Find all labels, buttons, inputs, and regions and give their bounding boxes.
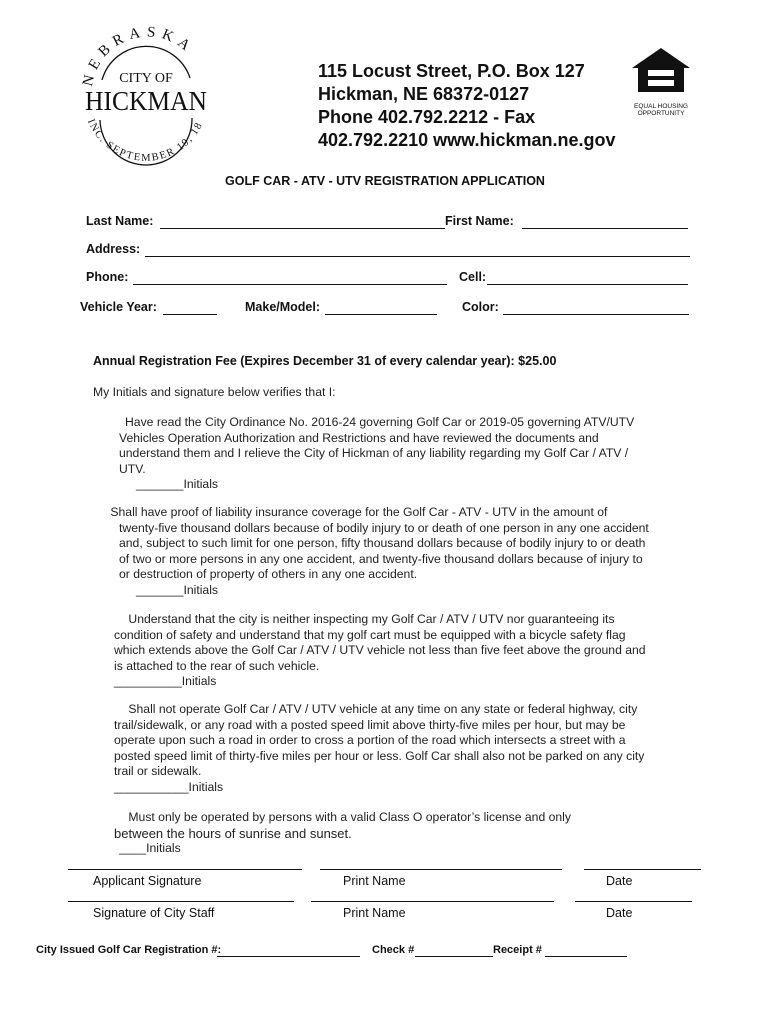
address-line-2: Hickman, NE 68372-0127 <box>318 84 530 104</box>
form-title: GOLF CAR - ATV - UTV REGISTRATION APPLICATION <box>225 174 545 188</box>
address-field[interactable] <box>145 256 690 257</box>
color-field[interactable] <box>503 314 689 315</box>
date-label-1: Date <box>606 874 633 888</box>
item-safety <box>114 612 646 690</box>
print-name-line-2[interactable] <box>311 901 554 902</box>
item-1-line-2: Vehicles Operation Authorization and Restrictions and have reviewed the documents and <box>119 430 599 445</box>
item-3-line-1: Understand that the city is neither inspecting my Golf Car / ATV / UTV nor guaranteeing its <box>125 612 615 626</box>
item-1-initials[interactable]: _______Initials <box>136 477 218 491</box>
item-3-initials[interactable]: __________Initials <box>114 674 217 688</box>
vehicle-year-label: Vehicle Year: <box>80 300 157 314</box>
receipt-number-field[interactable] <box>545 956 627 957</box>
applicant-signature-line[interactable] <box>68 869 302 870</box>
item-4-line-4: posted speed limit of thirty-five miles per hour or less. Golf Car shall also not be parked on any city <box>114 748 645 763</box>
item-5-line-2: between the hours of sunrise and sunset. <box>114 825 352 841</box>
eho-text-2: OPPORTUNITY <box>637 110 685 117</box>
seal-line2: HICKMAN <box>85 86 207 116</box>
seal-line1: CITY OF <box>119 71 173 86</box>
item-2-initials[interactable]: _______Initials <box>136 582 218 597</box>
item-5-initials[interactable]: ____Initials <box>119 841 181 855</box>
item-2-line-1: Shall have proof of liability insurance coverage for the Golf Car - ATV - UTV in the amount of <box>107 505 608 519</box>
print-name-line-1[interactable] <box>320 869 562 870</box>
receipt-number-label: Receipt # <box>493 944 542 956</box>
check-number-field[interactable] <box>415 956 493 957</box>
date-label-2: Date <box>606 906 633 920</box>
address-line-1: 115 Locust Street, P.O. Box 127 <box>318 61 585 81</box>
item-3-line-3: which extends above the Golf Car / ATV / UTV vehicle not less than five feet above the ground and <box>114 643 646 657</box>
first-name-label: First Name: <box>445 214 514 228</box>
item-insurance <box>96 505 649 598</box>
item-2-line-4: of two or more persons in any one accident, and twenty-five thousand dollars because of injury to <box>119 551 643 566</box>
print-name-label-1: Print Name <box>343 874 406 888</box>
item-4-line-3: operate upon such a road in order to cross a portion of the road which intersects a street with a <box>114 733 626 747</box>
applicant-signature-label: Applicant Signature <box>93 874 202 888</box>
print-name-label-2: Print Name <box>343 906 406 920</box>
vehicle-year-field[interactable] <box>163 314 217 315</box>
item-4-line-2: trail/sidewalk, or any road with a posted speed limit above thirty-five miles per hour, but may be <box>114 717 626 732</box>
city-seal-logo <box>80 20 210 170</box>
check-number-label: Check # <box>372 944 415 956</box>
address-label: Address: <box>86 242 141 256</box>
eho-text-1: EQUAL HOUSING <box>634 103 688 110</box>
item-5-line-1: Must only be operated by persons with a valid Class O operator’s license and only <box>125 810 571 824</box>
registration-number-label: City Issued Golf Car Registration #: <box>36 944 222 956</box>
item-4-line-1: Shall not operate Golf Car / ATV / UTV vehicle at any time on any state or federal highway, city <box>125 702 638 716</box>
phone-label: Phone: <box>86 270 129 284</box>
item-1-line-1: Have read the City Ordinance No. 2016-24 governing Golf Car or 2019-05 governing ATV/UTV <box>125 415 635 429</box>
last-name-field[interactable] <box>160 228 445 229</box>
first-name-field[interactable] <box>522 228 688 229</box>
intro-text: My Initials and signature below verifies that I: <box>93 385 336 399</box>
registration-fee: Annual Registration Fee (Expires December 31 of every calendar year): $25.00 <box>93 354 557 368</box>
date-line-2[interactable] <box>575 901 692 902</box>
item-2-line-2: twenty-five thousand dollars because of bodily injury to or death of one person in any one accident <box>119 520 649 535</box>
house-icon <box>628 46 694 98</box>
item-license <box>114 810 571 857</box>
item-1-line-3: understand them and I relieve the City of Hickman of any liability regarding my Golf Car / ATV / <box>119 446 629 460</box>
city-address <box>318 60 615 152</box>
item-highway <box>114 702 644 795</box>
cell-label: Cell: <box>459 270 487 284</box>
address-line-3: Phone 402.792.2212 - Fax <box>318 107 536 127</box>
item-2-line-5: or destruction of property of others in any one accident. <box>119 567 418 581</box>
staff-signature-line[interactable] <box>68 901 294 902</box>
last-name-label: Last Name: <box>86 214 154 228</box>
item-3-line-4: is attached to the rear of such vehicle. <box>114 658 320 673</box>
seal-arc-bottom: INC. SEPTEMBER 19, 18 <box>85 117 206 164</box>
make-model-field[interactable] <box>325 314 437 315</box>
phone-field[interactable] <box>133 284 447 285</box>
item-2-line-3: and, subject to such limit for one person, fifty thousand dollars because of bodily injury to or death <box>119 536 646 550</box>
item-1-line-4: UTV. <box>119 461 146 476</box>
item-3-line-2: condition of safety and understand that my golf cart must be equipped with a bicycle safety flag <box>114 627 626 642</box>
make-model-label: Make/Model: <box>245 300 321 314</box>
item-ordinance <box>114 415 634 493</box>
staff-signature-label: Signature of City Staff <box>93 906 215 920</box>
equal-housing-logo <box>628 46 694 117</box>
registration-number-field[interactable] <box>217 956 360 957</box>
item-4-line-5: trail or sidewalk. <box>114 764 202 778</box>
date-line-1[interactable] <box>584 869 701 870</box>
color-label: Color: <box>462 300 499 314</box>
cell-field[interactable] <box>487 284 688 285</box>
item-4-initials[interactable]: ___________Initials <box>114 779 224 794</box>
address-line-4: 402.792.2210 www.hickman.ne.gov <box>318 130 616 150</box>
seal-arc-top: NEBRASKA <box>80 24 198 88</box>
